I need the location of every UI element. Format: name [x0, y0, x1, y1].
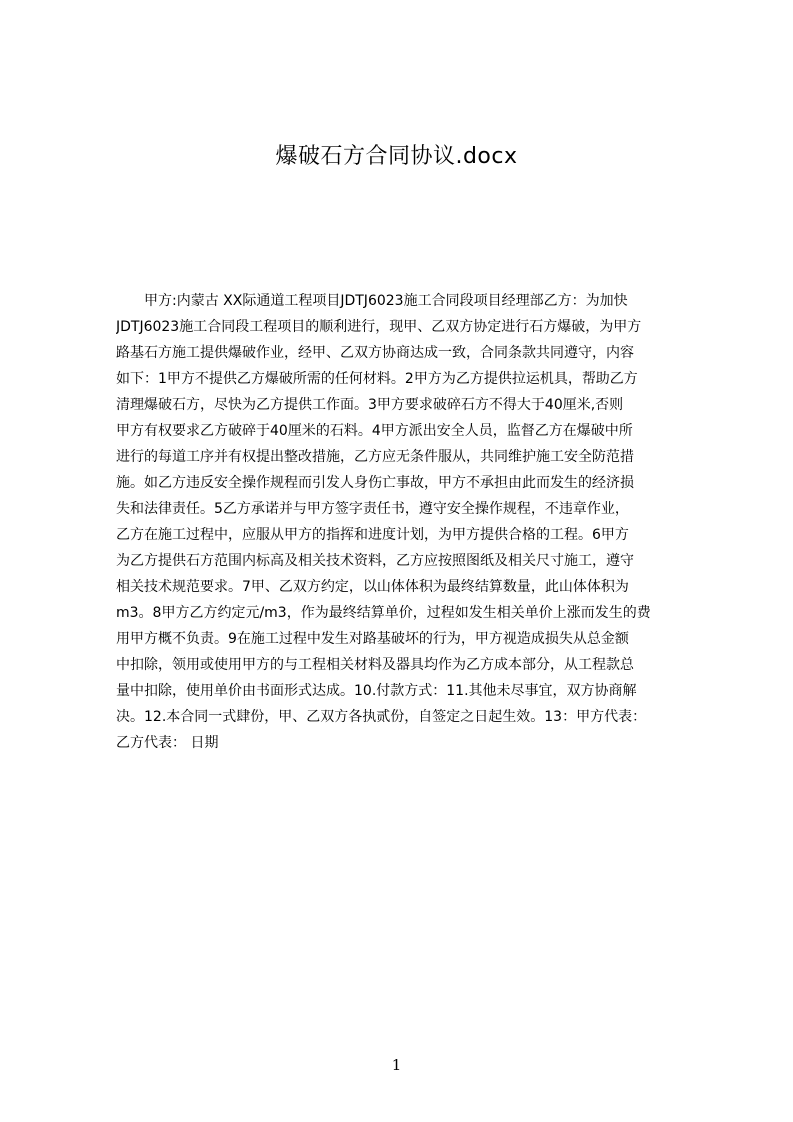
body-line: 为乙方提供石方范围内标高及相关技术资料，乙方应按照图纸及相关尺寸施工，遵守 [116, 553, 634, 569]
body-line: 甲方:内蒙古 XX际通道工程项目JDTJ6023施工合同段项目经理部乙方：为加快 [144, 293, 628, 309]
contract-body [116, 288, 698, 788]
body-line: 相关技术规范要求。7甲、乙双方约定，以山体体积为最终结算数量，此山体体积为 [116, 579, 629, 595]
body-line: 路基石方施工提供爆破作业，经甲、乙双方协商达成一致，合同条款共同遵守，内容 [116, 345, 634, 361]
page-number: 1 [391, 1056, 402, 1074]
body-line: 如下：1甲方不提供乙方爆破所需的任何材料。2甲方为乙方提供拉运机具，帮助乙方 [116, 371, 638, 387]
body-line: 乙方代表： 日期 [116, 735, 219, 751]
body-line: 进行的每道工序并有权提出整改措施，乙方应无条件服从，共同维护施工安全防范措 [116, 449, 634, 465]
document-title: 爆破石方合同协议.docx [275, 144, 518, 169]
body-line: 中扣除，领用或使用甲方的与工程相关材料及器具均作为乙方成本部分，从工程款总 [116, 657, 634, 673]
body-line: 量中扣除，使用单价由书面形式达成。10.付款方式：11.其他未尽事宜，双方协商解 [116, 683, 637, 699]
body-line: JDTJ6023施工合同段工程项目的顺利进行，现甲、乙双方协定进行石方爆破，为甲方 [116, 319, 642, 335]
body-line: 清理爆破石方，尽快为乙方提供工作面。3甲方要求破碎石方不得大于40厘米,否则 [116, 397, 624, 413]
body-line: 甲方有权要求乙方破碎于40厘米的石料。4甲方派出安全人员，监督乙方在爆破中所 [116, 423, 633, 439]
body-line: 决。12.本合同一式肆份，甲、乙双方各执贰份，自签定之日起生效。13：甲方代表： [116, 709, 647, 725]
body-line: 失和法律责任。5乙方承诺并与甲方签字责任书，遵守安全操作规程，不违章作业， [116, 501, 629, 517]
body-line: m3。8甲方乙方约定元/m3，作为最终结算单价，过程如发生相关单价上涨而发生的费 [116, 605, 651, 621]
body-line: 施。如乙方违反安全操作规程而引发人身伤亡事故，甲方不承担由此而发生的经济损 [116, 475, 634, 491]
body-line: 用甲方概不负责。9在施工过程中发生对路基破坏的行为，甲方视造成损失从总金额 [116, 631, 629, 647]
body-line: 乙方在施工过程中，应服从甲方的指挥和进度计划，为甲方提供合格的工程。6甲方 [116, 527, 629, 543]
